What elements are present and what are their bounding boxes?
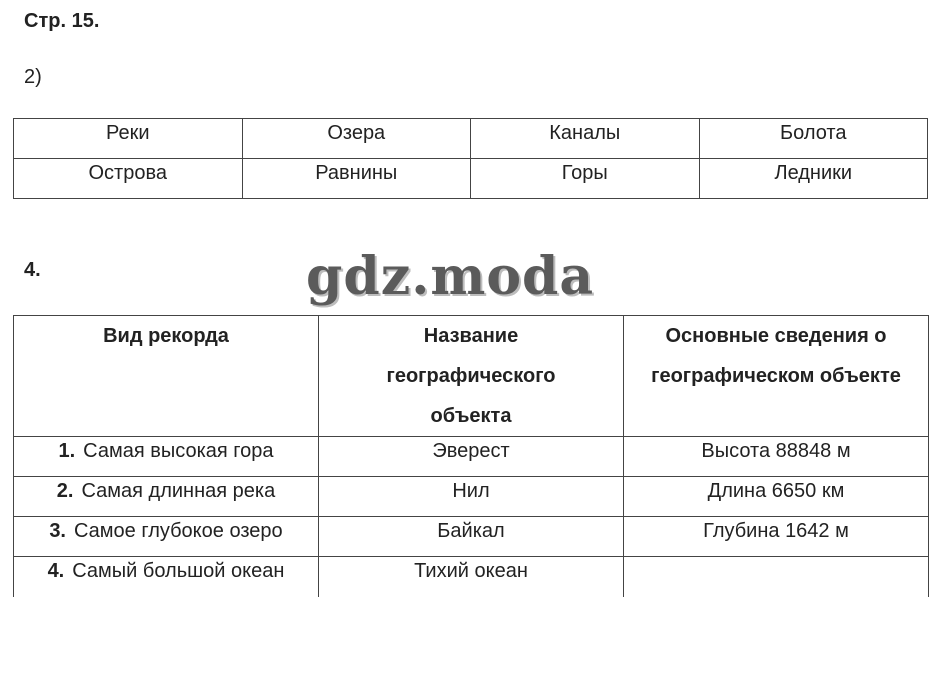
table-row [14,517,929,557]
table-row [14,119,928,159]
object-name: Эверест [319,437,624,477]
table-cell: Озера [242,119,471,159]
object-name: Нил [319,477,624,517]
record-cell [14,517,319,557]
object-info: Глубина 1642 м [624,517,929,557]
table-cell: Каналы [471,119,700,159]
object-name: Тихий океан [319,557,624,597]
record-cell [14,557,319,597]
task-4-label: 4. [24,259,41,281]
watermark-logo: gdz.moda [306,246,595,307]
row-number: 3. [49,520,66,542]
task-2-label: 2) [24,66,42,88]
record-type: Самый большой океан [72,560,285,582]
object-info: Длина 6650 км [624,477,929,517]
header-object-info: Основные сведения о географическом объекте [624,316,929,437]
table-row [14,437,929,477]
table-cell: Ледники [699,159,928,199]
table-cell: Болота [699,119,928,159]
object-name: Байкал [319,517,624,557]
table-row [14,159,928,199]
record-type: Самое глубокое озеро [74,520,283,542]
record-type: Самая длинная река [81,480,276,502]
row-number: 2. [56,480,74,502]
table-cell: Реки [14,119,243,159]
record-cell [14,477,319,517]
record-cell [14,437,319,477]
table-cell: Горы [471,159,700,199]
object-info [624,557,929,597]
table-row [14,557,929,597]
row-number: 4. [47,560,65,582]
water-land-table [13,118,928,199]
record-type: Самая высокая гора [83,440,274,462]
table-header-row [14,316,929,437]
table-cell: Равнины [242,159,471,199]
table-cell: Острова [14,159,243,199]
object-info: Высота 88848 м [624,437,929,477]
table-row [14,477,929,517]
header-record-type: Вид рекорда [14,316,319,437]
header-object-name: Название географического объекта [319,316,624,437]
page-label: Стр. 15. [24,10,100,32]
records-table [13,315,929,597]
row-number: 1. [58,440,76,462]
